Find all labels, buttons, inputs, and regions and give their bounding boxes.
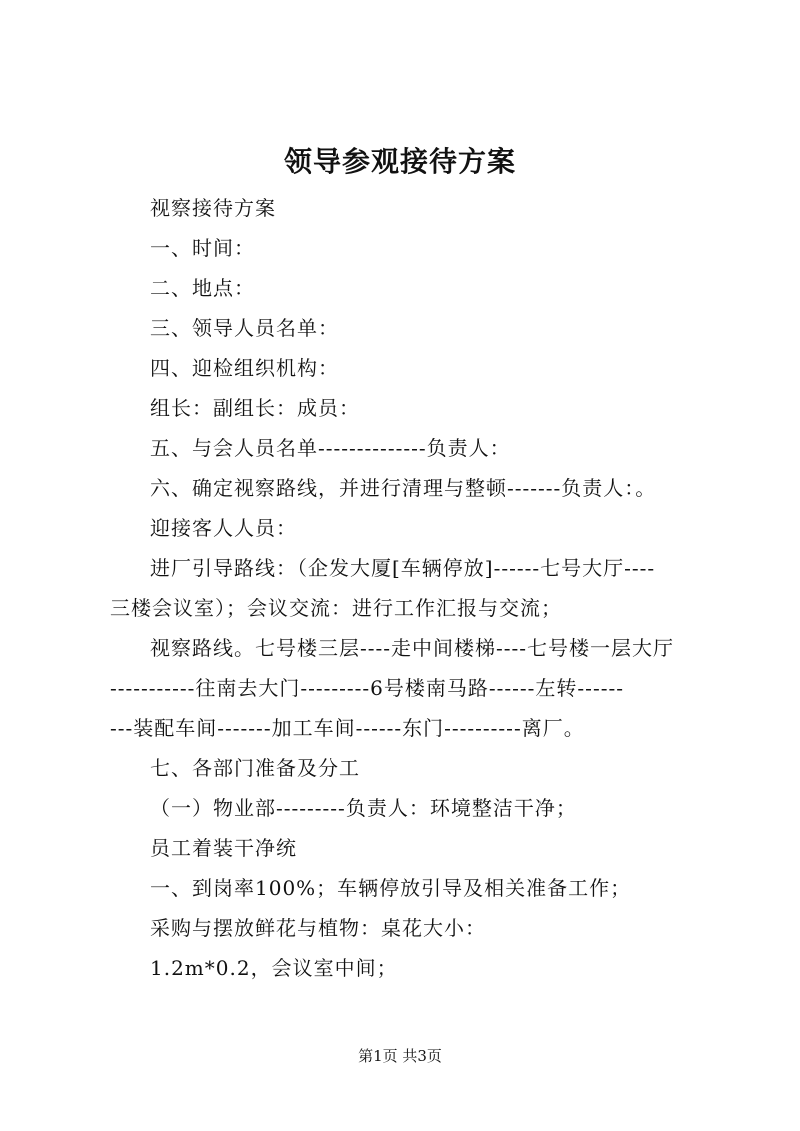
text-line: 五、与会人员名单--------------负责人： — [150, 436, 511, 460]
text-line: 一、时间： — [150, 236, 255, 260]
text-line: 采购与摆放鲜花与植物：桌花大小： — [150, 916, 486, 940]
text-line: 员工着装干净统 — [150, 836, 297, 860]
text-line: -----------往南去大门---------6号楼南马路------左转------ — [110, 676, 624, 700]
text-line: 迎接客人人员： — [150, 516, 297, 540]
text-line: 进厂引导路线：（企发大厦[车辆停放]------七号大厅---- — [150, 556, 656, 580]
text-line: 二、地点： — [150, 276, 255, 300]
text-line: 一、到岗率100%；车辆停放引导及相关准备工作； — [150, 876, 632, 900]
text-line: 视察路线。七号楼三层----走中间楼梯----七号楼一层大厅 — [150, 636, 675, 660]
text-line: 1.2m*0.2，会议室中间； — [150, 956, 398, 980]
text-line: 四、迎检组织机构： — [150, 356, 339, 380]
text-line: 三、领导人员名单： — [150, 316, 339, 340]
text-line: 三楼会议室）；会议交流：进行工作汇报与交流； — [110, 596, 562, 620]
text-line: 组长：副组长：成员： — [150, 396, 360, 420]
text-line: 视察接待方案 — [150, 196, 276, 220]
text-line: ---装配车间-------加工车间------东门----------离厂。 — [110, 716, 585, 740]
text-line: （一）物业部---------负责人：环境整洁干净； — [150, 796, 577, 820]
document-title: 领导参观接待方案 — [283, 145, 516, 178]
page-number-footer: 第1页 共3页 — [358, 1047, 442, 1065]
text-line: 六、确定视察路线，并进行清理与整顿-------负责人：。 — [150, 476, 657, 500]
text-line: 七、各部门准备及分工 — [150, 756, 360, 780]
